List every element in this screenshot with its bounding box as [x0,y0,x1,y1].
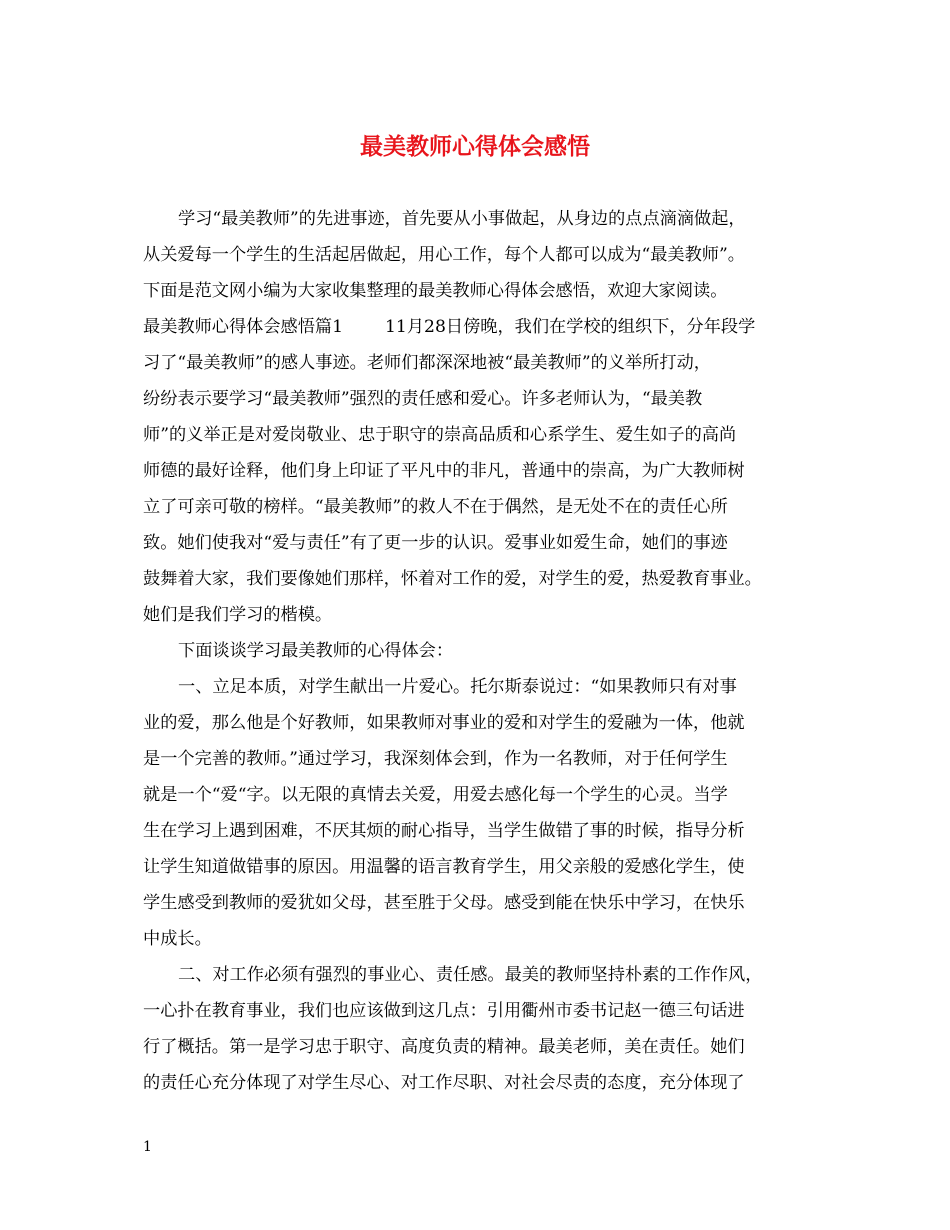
text-line: 中成长。 [143,929,212,949]
text-line: 下面是范文网小编为大家收集整理的最美教师心得体会感悟，欢迎大家阅读。 [143,281,728,301]
text-line: 二、对工作必须有强烈的事业心、责任感。最美的教师坚持朴素的工作作风， [178,965,763,985]
text-line: 下面谈谈学习最美教师的心得体会： [178,641,454,661]
section-heading: 最美教师心得体会感悟篇1 [143,317,343,337]
text-line: 纷纷表示要学习“最美教师”强烈的责任感和爱心。许多老师认为，“最美教 [143,389,703,409]
page-number: 1 [143,1139,152,1155]
text-line: 是一个完善的教师。”通过学习，我深刻体会到，作为一名教师，对于任何学生 [143,749,728,769]
text-line: 从关爱每一个学生的生活起居做起，用心工作，每个人都可以成为“最美教师”。 [143,245,745,265]
text-line-composite [143,315,755,339]
text-line: 师德的最好诠释，他们身上印证了平凡中的非凡，普通中的崇高，为广大教师树 [143,461,745,481]
text-line: 行了概括。第一是学习忠于职守、高度负责的精神。最美老师，美在责任。她们 [143,1037,745,1057]
text-line: 学生感受到教师的爱犹如父母，甚至胜于父母。感受到能在快乐中学习，在快乐 [143,893,745,913]
text-span: 11月28日傍晚，我们在学校的组织下，分年段学 [385,317,756,337]
text-line: 就是一个“爱“字。以无限的真情去关爱，用爱去感化每一个学生的心灵。当学 [143,785,728,805]
text-line: 一、立足本质，对学生献出一片爱心。托尔斯泰说过：“如果教师只有对事 [178,677,737,697]
text-line: 让学生知道做错事的原因。用温馨的语言教育学生，用父亲般的爱感化学生，使 [143,857,745,877]
text-line: 她们是我们学习的楷模。 [143,605,333,625]
text-line: 学习“最美教师”的先进事迹，首先要从小事做起，从身边的点点滴滴做起， [178,209,746,229]
text-line: 致。她们使我对“爱与责任”有了更一步的认识。爱事业如爱生命，她们的事迹 [143,533,728,553]
text-line: 的责任心充分体现了对学生尽心、对工作尽职、对社会尽责的态度，充分体现了 [143,1073,745,1093]
document-title: 最美教师心得体会感悟 [360,133,590,160]
text-line: 立了可亲可敬的榜样。“最美教师”的救人不在于偶然，是无处不在的责任心所 [143,497,728,517]
text-line: 鼓舞着大家，我们要像她们那样，怀着对工作的爱，对学生的爱，热爱教育事业。 [143,569,762,589]
text-line: 习了“最美教师”的感人事迹。老师们都深深地被“最美教师”的义举所打动， [143,353,711,373]
text-line: 业的爱，那么他是个好教师，如果教师对事业的爱和对学生的爱融为一体，他就 [143,713,745,733]
text-line: 师”的义举正是对爱岗敬业、忠于职守的崇高品质和心系学生、爱生如子的高尚 [143,425,737,445]
text-line: 一心扑在教育事业，我们也应该做到这几点：引用衢州市委书记赵一德三句话进 [143,1001,745,1021]
text-line: 生在学习上遇到困难，不厌其烦的耐心指导，当学生做错了事的时候，指导分析 [143,821,745,841]
